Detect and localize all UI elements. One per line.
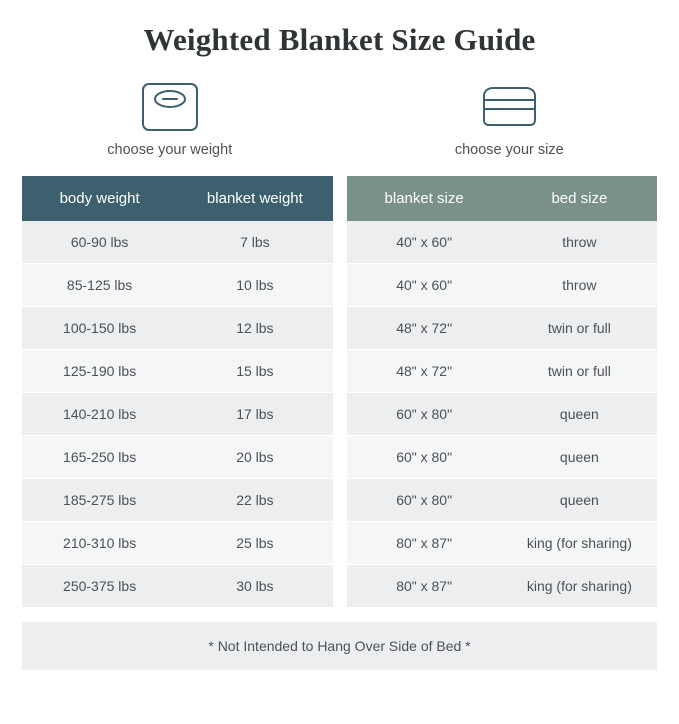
- table-row: [347, 307, 658, 350]
- size-table-body: [347, 221, 658, 608]
- cell-bed-size: queen: [502, 436, 657, 479]
- cell-bed-size: throw: [502, 264, 657, 307]
- size-guide-page: [0, 22, 679, 724]
- cell-body-weight: 185-275 lbs: [22, 479, 177, 522]
- cell-blanket-weight: 7 lbs: [177, 221, 332, 264]
- col-blanket-weight: blanket weight: [177, 176, 332, 221]
- weight-table-head: [22, 176, 333, 221]
- weight-table-body: [22, 221, 333, 608]
- col-blanket-size: blanket size: [347, 176, 502, 221]
- size-table-head: [347, 176, 658, 221]
- cell-blanket-size: 60" x 80": [347, 393, 502, 436]
- table-row: [22, 522, 333, 565]
- page-title: Weighted Blanket Size Guide: [0, 22, 679, 58]
- table-row: [347, 221, 658, 264]
- icon-row: [0, 80, 679, 158]
- cell-bed-size: king (for sharing): [502, 565, 657, 608]
- table-row: [347, 436, 658, 479]
- cell-body-weight: 210-310 lbs: [22, 522, 177, 565]
- table-row: [347, 350, 658, 393]
- cell-body-weight: 140-210 lbs: [22, 393, 177, 436]
- footnote: * Not Intended to Hang Over Side of Bed *: [22, 622, 657, 670]
- cell-blanket-weight: 17 lbs: [177, 393, 332, 436]
- cell-bed-size: throw: [502, 221, 657, 264]
- cell-bed-size: queen: [502, 393, 657, 436]
- cell-blanket-size: 48" x 72": [347, 350, 502, 393]
- cell-blanket-size: 80" x 87": [347, 522, 502, 565]
- cell-blanket-size: 60" x 80": [347, 436, 502, 479]
- cell-blanket-weight: 15 lbs: [177, 350, 332, 393]
- size-icon-caption: choose your size: [455, 142, 564, 158]
- table-row: [22, 479, 333, 522]
- cell-body-weight: 85-125 lbs: [22, 264, 177, 307]
- cell-blanket-weight: 30 lbs: [177, 565, 332, 608]
- weight-icon-group: [0, 80, 340, 158]
- table-row: [347, 393, 658, 436]
- table-row: [22, 221, 333, 264]
- weight-icon-caption: choose your weight: [107, 142, 232, 158]
- tables-container: [0, 176, 679, 608]
- cell-bed-size: king (for sharing): [502, 522, 657, 565]
- cell-bed-size: twin or full: [502, 350, 657, 393]
- table-row: [22, 307, 333, 350]
- table-header-row: [347, 176, 658, 221]
- table-row: [347, 565, 658, 608]
- cell-body-weight: 250-375 lbs: [22, 565, 177, 608]
- table-row: [22, 264, 333, 307]
- cell-blanket-size: 60" x 80": [347, 479, 502, 522]
- cell-blanket-size: 40" x 60": [347, 264, 502, 307]
- table-row: [22, 350, 333, 393]
- cell-blanket-weight: 20 lbs: [177, 436, 332, 479]
- cell-body-weight: 165-250 lbs: [22, 436, 177, 479]
- cell-blanket-size: 48" x 72": [347, 307, 502, 350]
- size-table: [347, 176, 658, 608]
- col-body-weight: body weight: [22, 176, 177, 221]
- weight-table-wrap: [22, 176, 333, 608]
- size-icon-group: [340, 80, 679, 158]
- table-row: [22, 393, 333, 436]
- table-header-row: [22, 176, 333, 221]
- table-row: [347, 522, 658, 565]
- cell-bed-size: twin or full: [502, 307, 657, 350]
- col-bed-size: bed size: [502, 176, 657, 221]
- cell-body-weight: 100-150 lbs: [22, 307, 177, 350]
- cell-blanket-weight: 12 lbs: [177, 307, 332, 350]
- weight-table: [22, 176, 333, 608]
- table-row: [22, 565, 333, 608]
- table-row: [347, 264, 658, 307]
- cell-blanket-weight: 22 lbs: [177, 479, 332, 522]
- cell-bed-size: queen: [502, 479, 657, 522]
- cell-blanket-weight: 10 lbs: [177, 264, 332, 307]
- table-row: [22, 436, 333, 479]
- cell-blanket-size: 80" x 87": [347, 565, 502, 608]
- size-table-wrap: [347, 176, 658, 608]
- cell-blanket-size: 40" x 60": [347, 221, 502, 264]
- cell-blanket-weight: 25 lbs: [177, 522, 332, 565]
- folded-blanket-icon: [478, 80, 540, 134]
- cell-body-weight: 60-90 lbs: [22, 221, 177, 264]
- table-row: [347, 479, 658, 522]
- bathroom-scale-icon: [141, 80, 199, 134]
- cell-body-weight: 125-190 lbs: [22, 350, 177, 393]
